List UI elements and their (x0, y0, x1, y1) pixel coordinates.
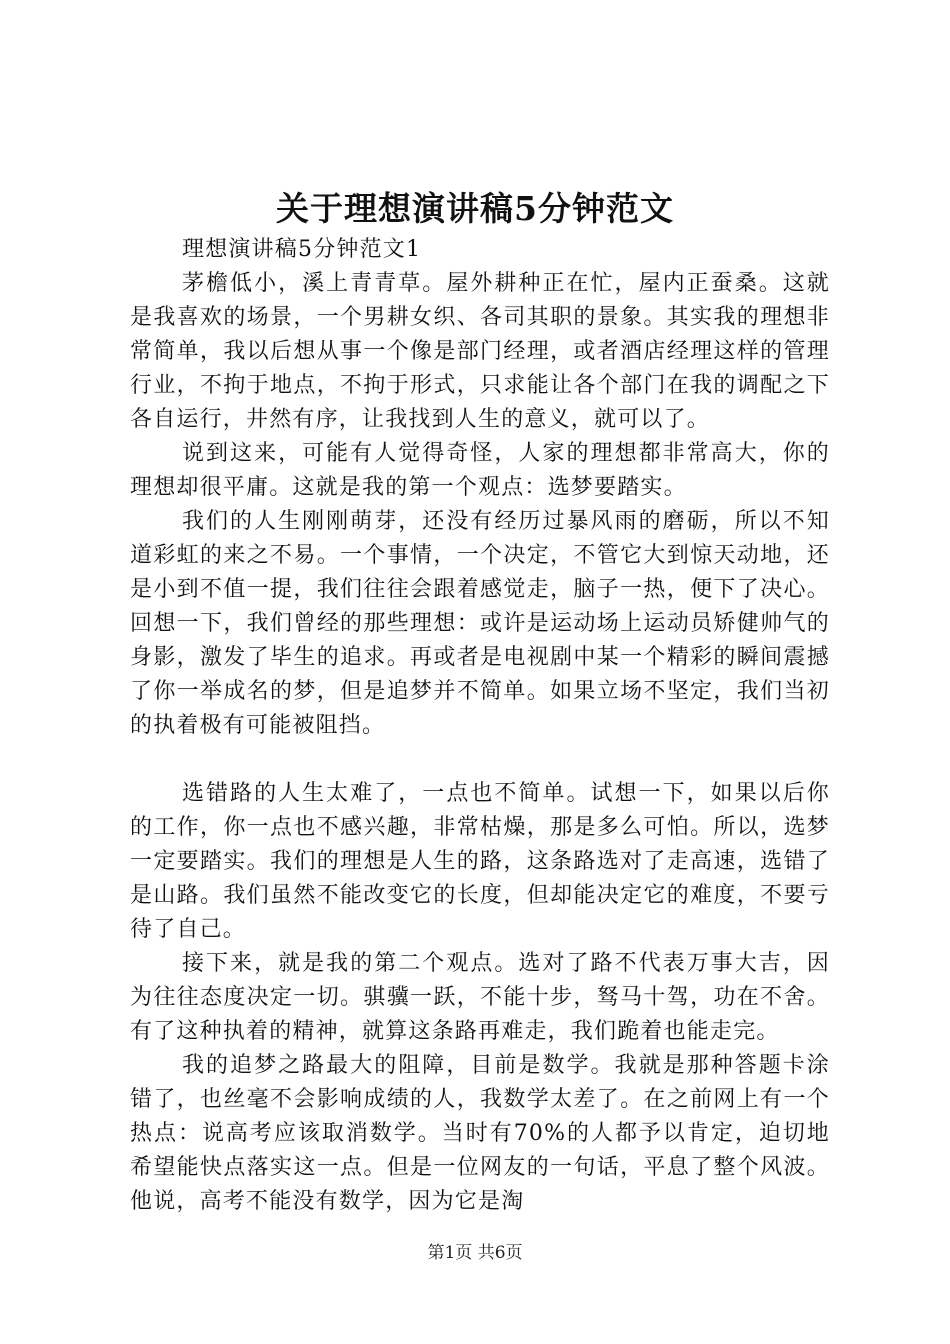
section-subtitle: 理想演讲稿5分钟范文1 (182, 237, 422, 262)
paragraph: 选错路的人生太难了，一点也不简单。试想一下，如果以后你的工作，你一点也不感兴趣，非常枯燥，那是多么可怕。所以，选梦一定要踏实。我们的理想是人生的路，这条路选对了走高速，选错了是山路。我们虽然不能改变它的长度，但却能决定它的难度，不要亏待了自己。 (130, 781, 830, 942)
paragraph: 接下来，就是我的第二个观点。选对了路不代表万事大吉，因为往往态度决定一切。骐骥一跃，不能十步，驽马十驾，功在不舍。有了这种执着的精神，就算这条路再难走，我们跪着也能走完。 (130, 951, 830, 1044)
paragraph: 我的追梦之路最大的阻障，目前是数学。我就是那种答题卡涂错了，也丝毫不会影响成绩的人，我数学太差了。在之前网上有一个热点：说高考应该取消数学。当时有70%的人都予以肯定，迫切地希望能快点落实这一点。但是一位网友的一句话，平息了整个风波。他说，高考不能没有数学，因为它是淘 (130, 1053, 830, 1214)
paragraph: 我们的人生刚刚萌芽，还没有经历过暴风雨的磨砺，所以不知道彩虹的来之不易。一个事情，一个决定，不管它大到惊天动地，还是小到不值一提，我们往往会跟着感觉走，脑子一热，便下了决心。回想一下，我们曾经的那些理想：或许是运动场上运动员矫健帅气的身影，激发了毕生的追求。再或者是电视剧中某一个精彩的瞬间震撼了你一举成名的梦，但是追梦并不简单。如果立场不坚定，我们当初的执着极有可能被阻挡。 (130, 509, 830, 738)
document-body (130, 233, 830, 1219)
paragraph: 说到这来，可能有人觉得奇怪，人家的理想都非常高大，你的理想却很平庸。这就是我的第一个观点：选梦要踏实。 (130, 441, 830, 500)
page-number-footer: 第1页 共6页 (427, 1243, 523, 1263)
document-title: 关于理想演讲稿5分钟范文 (276, 189, 674, 228)
paragraph: 茅檐低小，溪上青青草。屋外耕种正在忙，屋内正蚕桑。这就是我喜欢的场景，一个男耕女织、各司其职的景象。其实我的理想非常简单，我以后想从事一个像是部门经理，或者酒店经理这样的管理行业，不拘于地点，不拘于形式，只求能让各个部门在我的调配之下各自运行，井然有序，让我找到人生的意义，就可以了。 (130, 271, 830, 432)
